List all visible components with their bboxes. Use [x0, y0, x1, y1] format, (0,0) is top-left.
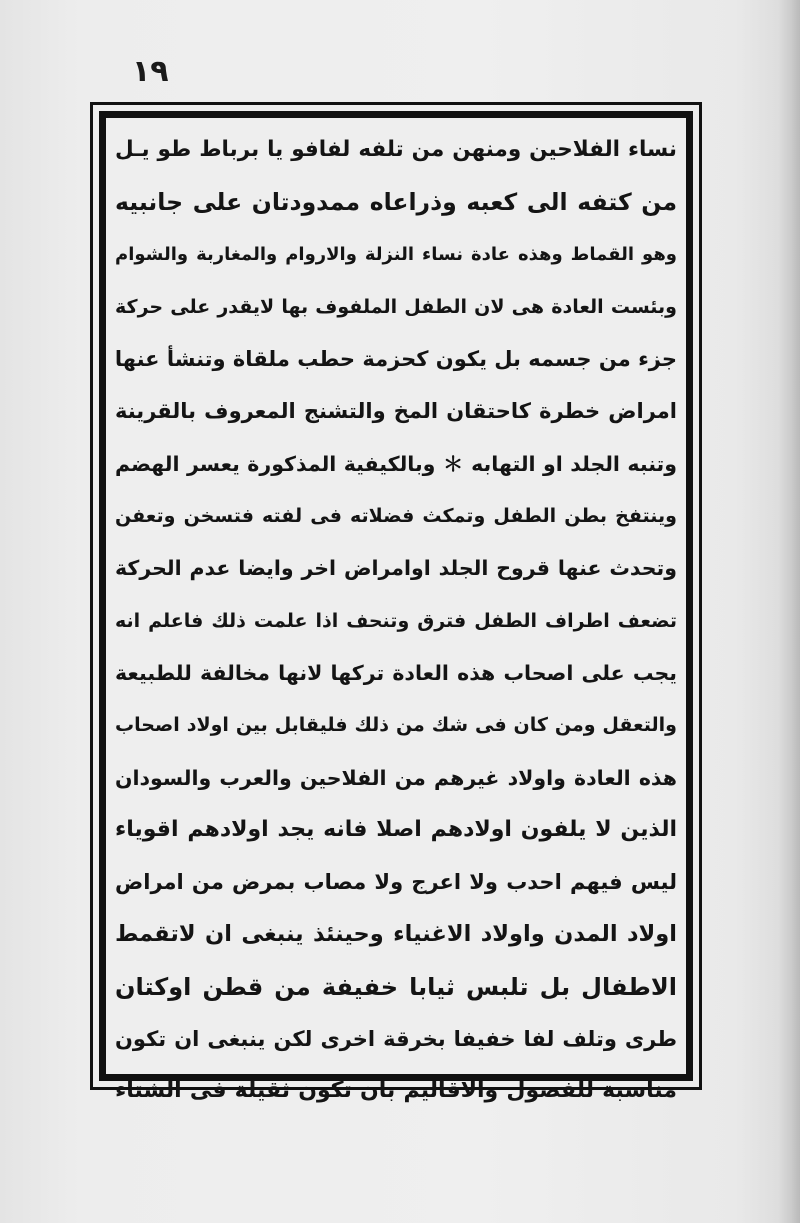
- text-line: وبئست العادة هى لان الطفل الملفوف بها لايقدر على حركة: [115, 295, 677, 318]
- text-line: اولاد المدن واولاد الاغنياء وحينئذ ينبغى ان لاتقمط: [115, 921, 677, 948]
- text-line: من كتفه الى كعبه وذراعاه ممدودتان على جانبيه: [115, 188, 677, 217]
- text-line: نساء الفلاحين ومنهن من تلفه لفافو يا برباط طو يـل: [115, 137, 677, 162]
- arabic-text-block: [114, 124, 677, 1104]
- text-line: امراض خطرة كاحتقان المخ والتشنج المعروف بالقرينة: [115, 399, 677, 424]
- text-line: مناسبة للفصول والاقاليم بان تكون ثقيلة فى الشتاء: [115, 1078, 677, 1104]
- text-line: ليس فيهم احدب ولا اعرج ولا مصاب بمرض من امراض: [115, 870, 677, 895]
- page-edge-shadow: [778, 0, 800, 1223]
- text-line: الاطفال بل تلبس ثيابا خفيفة من قطن اوكتان: [115, 972, 677, 1001]
- page-number: ١٩: [132, 54, 169, 89]
- text-line: تضعف اطراف الطفل فترق وتنحف اذا علمت ذلك فاعلم انه: [115, 609, 677, 632]
- text-line: وينتفخ بطن الطفل وتمكث فضلاته فى لفته فتسخن وتعفن: [115, 505, 677, 528]
- text-line: يجب على اصحاب هذه العادة تركها لانها مخالفة للطبيعة: [115, 660, 677, 685]
- text-line: وتنبه الجلد او التهابه ＊ وبالكيفية المذكورة يعسر الهضم: [115, 451, 677, 476]
- text-line: جزء من جسمه بل يكون كحزمة حطب ملقاة وتنشأ عنها: [114, 347, 677, 372]
- text-line: وتحدث عنها قروح الجلد اوامراض اخر وايضا عدم الحركة: [115, 556, 677, 581]
- text-line: والتعقل ومن كان فى شك من ذلك فليقابل بين اولاد اصحاب: [115, 714, 677, 737]
- text-line: الذين لا يلفون اولادهم اصلا فانه يجد اولادهم اقوياء: [115, 816, 677, 842]
- text-line: هذه العادة واولاد غيرهم من الفلاحين والعرب والسودان: [115, 765, 677, 790]
- text-line: طرى وتلف لفا خفيفا بخرقة اخرى لكن ينبغى ان تكون: [115, 1027, 677, 1052]
- text-line: وهو القماط وهذه عادة نساء النزلة والاروام والمغاربة والشوام: [115, 243, 677, 265]
